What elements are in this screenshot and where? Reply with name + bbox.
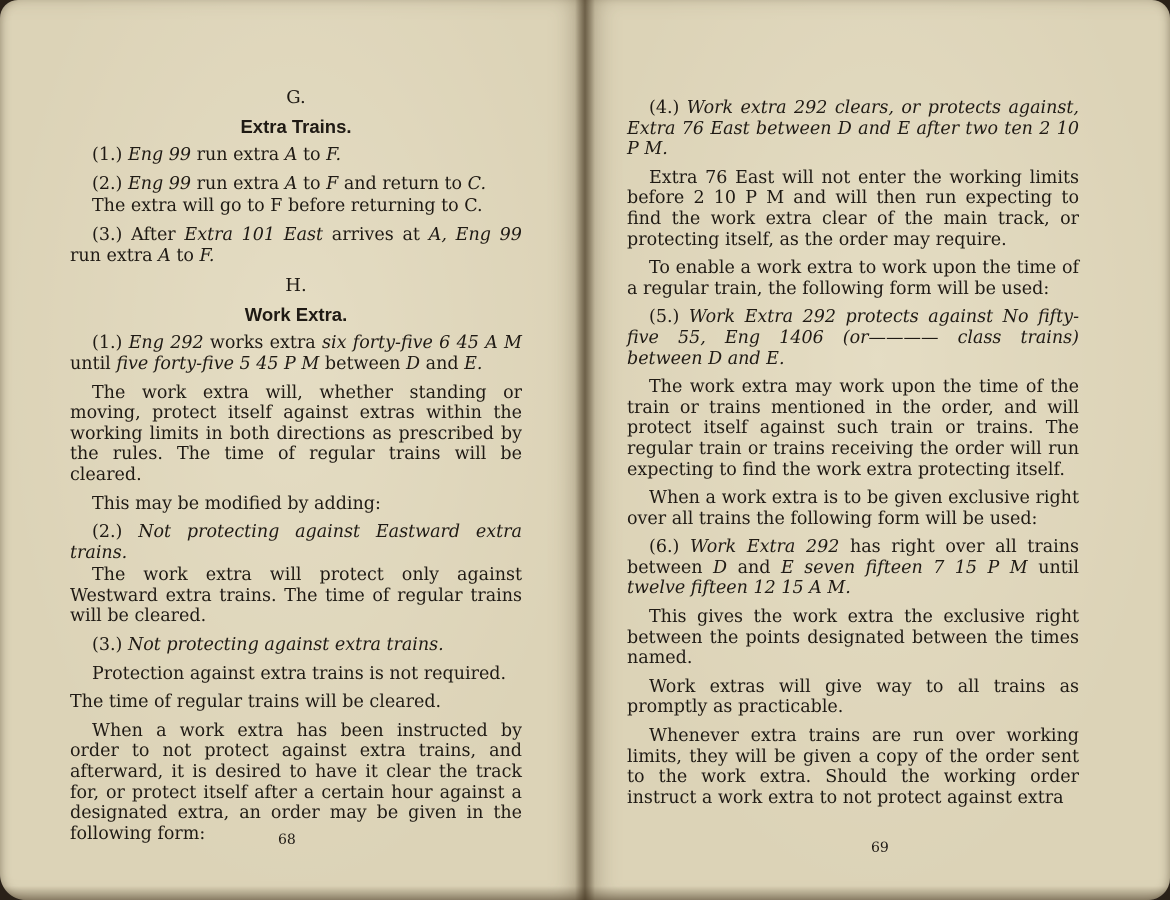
para-protection-not-required: Protection against extra trains is not required. <box>92 663 507 684</box>
item-4: (4.) Work extra 292 clears, or protects against, Extra 76 East between D and E after two ten 2 10 P M. <box>627 98 1079 160</box>
page-number-left: 68 <box>278 832 296 848</box>
para-to-enable: To enable a work extra to work upon the time of a regular train, the following form will be used: <box>627 258 1079 299</box>
item-6: (6.) Work Extra 292 has right over all trains between D and E seven fifteen 7 15 P M until twelve fifteen 12 15 A M. <box>627 537 1079 599</box>
para-extra-76: Extra 76 East will not enter the working limits before 2 10 P M and will then run expecting to find the work extra clear of the main track, or protecting itself, as the order may require. <box>627 167 1079 250</box>
g-item-2-note: The extra will go to F before returning to C. <box>92 196 483 217</box>
para-whenever: Whenever extra trains are run over working limits, they will be given a copy of the order sent to the work extra. Should the working order instruct a work extra to not protect against extra <box>627 726 1079 808</box>
section-letter-g: G. <box>286 87 306 108</box>
page-edge-shadow-left <box>0 886 585 900</box>
heading-work-extra: Work Extra. <box>244 303 348 325</box>
page-edge-shadow-right <box>585 886 1170 900</box>
para-work-extra-protect: The work extra will, whether standing or moving, protect itself against extras within the working limits in both directions as prescribed by the rules. The time of regular trains will be cleared. <box>70 382 522 485</box>
section-letter-h: H. <box>285 275 307 297</box>
para-westward: The work extra will protect only against Westward extra trains. The time of regular trains will be cleared. <box>70 565 522 627</box>
right-page <box>585 0 1170 900</box>
g-item-3: (3.) After Extra 101 East arrives at A, Eng 99 run extra A to F. <box>70 224 522 266</box>
g-item-1: (1.) Eng 99 run extra A to F. <box>92 145 342 166</box>
right-page-text <box>627 98 1079 816</box>
para-time-cleared: The time of regular trains will be cleared. <box>70 692 442 713</box>
para-give-way: Work extras will give way to all trains as promptly as practicable. <box>627 676 1079 718</box>
para-when-instructed: When a work extra has been instructed by order to not protect against extra trains, and afterward, it is desired to have it clear the track for, or protect itself after a certain hour against a designated extra, an order may be given in the following form: <box>70 720 522 844</box>
para-gives: This gives the work extra the exclusive right between the points designated between the times named. <box>627 607 1079 669</box>
h-item-2: (2.) Not protecting against Eastward extra trains. <box>70 522 522 563</box>
left-page-text <box>70 78 522 852</box>
para-exclusive: When a work extra is to be given exclusive right over all trains the following form will be used: <box>627 488 1079 529</box>
heading-extra-trains: Extra Trains. <box>240 115 352 137</box>
g-item-2: (2.) Eng 99 run extra A to F and return to C. <box>92 173 487 194</box>
para-modified: This may be modified by adding: <box>92 493 381 514</box>
item-5: (5.) Work Extra 292 protects against No fifty-five 55, Eng 1406 (or———— class trains) between D and E. <box>627 307 1079 369</box>
para-may-work: The work extra may work upon the time of the train or trains mentioned in the order, and will protect itself against such train or trains. The regular train or trains receiving the order will run expecting to find the work extra protecting itself. <box>627 377 1079 480</box>
page-number-right: 69 <box>871 840 889 856</box>
h-item-3: (3.) Not protecting against extra trains. <box>92 635 444 656</box>
h-item-1: (1.) Eng 292 works extra six forty-five 6 45 A M until five forty-five 5 45 P M between D and E. <box>70 333 522 374</box>
